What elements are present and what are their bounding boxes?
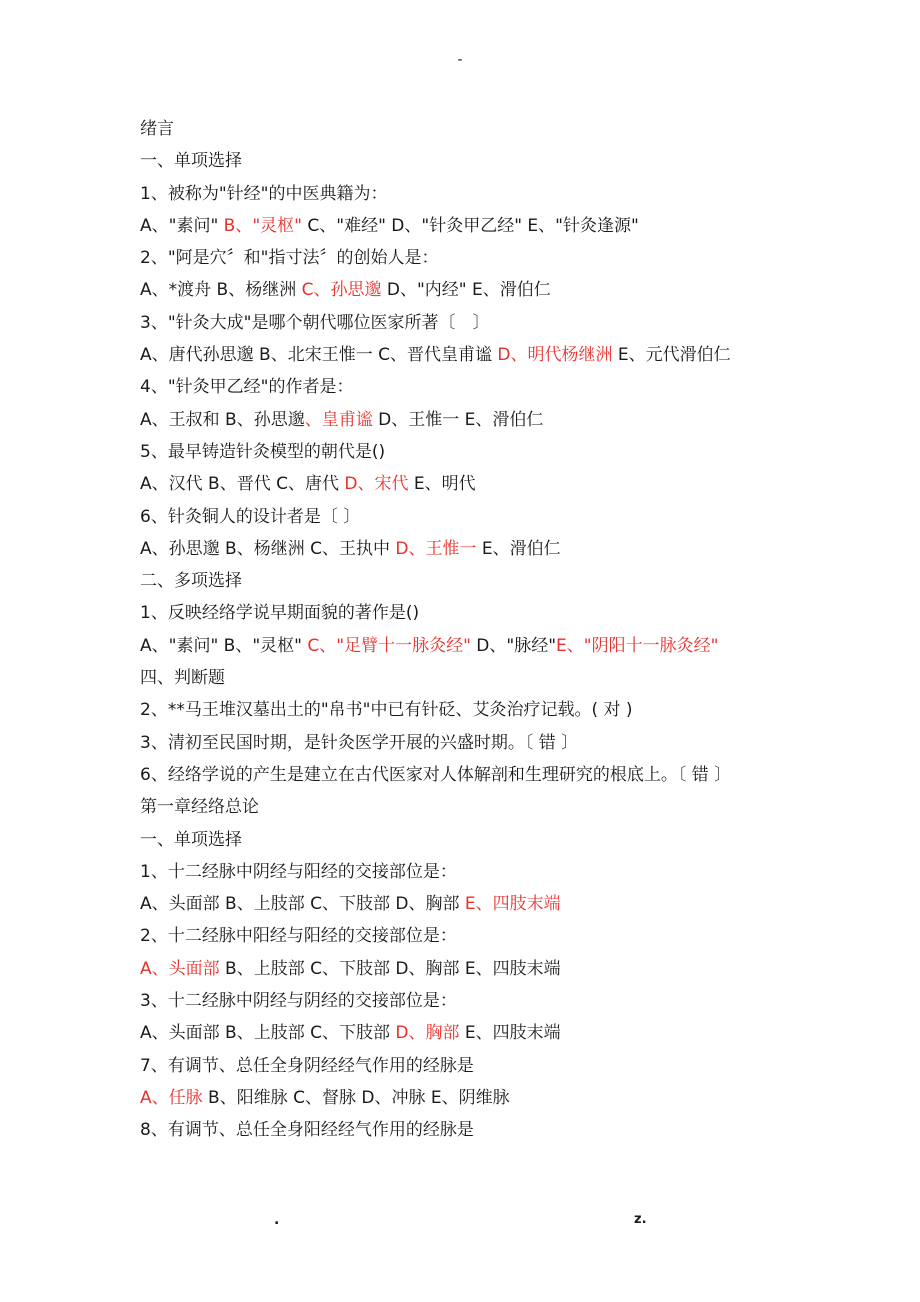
text-segment: 一、单项选择 xyxy=(140,151,242,172)
text-segment: A、王叔和 B、孙思邈 xyxy=(140,409,305,430)
answer-highlight: E、四肢末端 xyxy=(464,894,561,915)
text-line xyxy=(140,533,790,565)
text-line xyxy=(140,501,790,533)
text-segment: 3、十二经脉中阴经与阴经的交接部位是： xyxy=(140,991,457,1012)
text-segment: A、头面部 B、上肢部 C、下肢部 xyxy=(140,1023,396,1044)
text-line xyxy=(140,953,790,985)
text-line xyxy=(140,1114,790,1146)
text-segment: 一、单项选择 xyxy=(140,829,242,850)
text-segment: 绪言 xyxy=(140,119,174,139)
text-segment: 2、"阿是穴〞和"指寸法〞的创始人是： xyxy=(140,248,439,269)
text-segment: A、汉代 B、晋代 C、唐代 xyxy=(140,474,345,495)
answer-highlight: B、"灵枢" xyxy=(223,215,302,236)
text-line xyxy=(140,1050,790,1082)
text-segment: 1、十二经脉中阴经与阳经的交接部位是： xyxy=(140,861,457,882)
text-segment: 6、针灸铜人的设计者是〔 〕 xyxy=(140,506,361,527)
text-line xyxy=(140,597,790,629)
text-line xyxy=(140,307,790,339)
text-segment: E、明代 xyxy=(408,474,476,495)
text-segment: D、王惟一 E、滑伯仁 xyxy=(372,409,544,430)
text-segment: 1、反映经络学说早期面貌的著作是() xyxy=(140,603,420,624)
text-segment: E、四肢末端 xyxy=(459,1023,561,1044)
answer-highlight: D、宋代 xyxy=(344,474,409,495)
text-line xyxy=(140,630,790,662)
answer-highlight: C、"足臂十一脉灸经" xyxy=(307,635,471,656)
text-line xyxy=(140,1017,790,1049)
text-line xyxy=(140,985,790,1017)
text-segment: D、"脉经" xyxy=(470,635,557,656)
text-segment: 4、"针灸甲乙经"的作者是： xyxy=(140,377,354,398)
text-line xyxy=(140,339,790,371)
text-line xyxy=(140,145,790,177)
text-line xyxy=(140,371,790,403)
text-segment: 3、清初至民国时期，是针灸医学开展的兴盛时期。〔 错 〕 xyxy=(140,732,579,753)
footer-left: . xyxy=(274,1212,280,1228)
text-line xyxy=(140,1082,790,1114)
text-line xyxy=(140,210,790,242)
text-line xyxy=(140,178,790,210)
text-segment: 7、有调节、总任全身阴经经气作用的经脉是 xyxy=(140,1055,474,1076)
text-segment: C、"难经" D、"针灸甲乙经" E、"针灸逢源" xyxy=(301,215,639,236)
answer-highlight: A、任脉 xyxy=(140,1087,203,1108)
text-segment: E、滑伯仁 xyxy=(476,538,561,559)
text-segment: 二、多项选择 xyxy=(140,571,242,592)
text-segment: A、"素问" B、"灵枢" xyxy=(140,635,308,656)
page-header: - xyxy=(457,52,463,68)
text-segment: 1、被称为"针经"的中医典籍为： xyxy=(140,183,388,204)
answer-highlight: C、孙思邈 xyxy=(301,280,382,301)
text-segment: A、孙思邈 B、杨继洲 C、王执中 xyxy=(140,538,396,559)
text-line xyxy=(140,727,790,759)
text-segment: 6、经络学说的产生是建立在古代医家对人体解剖和生理研究的根底上。〔 错 〕 xyxy=(140,764,732,785)
text-line xyxy=(140,565,790,597)
text-segment: A、*渡舟 B、杨继洲 xyxy=(140,280,302,301)
text-line xyxy=(140,694,790,726)
text-segment: 2、十二经脉中阳经与阳经的交接部位是： xyxy=(140,926,457,947)
text-segment: 第一章经络总论 xyxy=(140,797,259,818)
text-segment: A、头面部 B、上肢部 C、下肢部 D、胸部 xyxy=(140,894,465,915)
text-segment: D、"内经" E、滑伯仁 xyxy=(381,280,551,301)
document-body xyxy=(140,113,790,1147)
text-segment: B、阳维脉 C、督脉 D、冲脉 E、阴维脉 xyxy=(202,1087,510,1108)
text-segment: 8、有调节、总任全身阳经经气作用的经脉是 xyxy=(140,1120,474,1141)
text-line xyxy=(140,404,790,436)
answer-highlight: D、胸部 xyxy=(395,1023,460,1044)
text-line xyxy=(140,468,790,500)
text-segment: A、唐代孙思邈 B、北宋王惟一 C、晋代皇甫谧 xyxy=(140,345,498,366)
text-segment: 5、最早铸造针灸模型的朝代是() xyxy=(140,441,386,462)
text-line xyxy=(140,920,790,952)
answer-highlight: D、王惟一 xyxy=(395,538,477,559)
text-line xyxy=(140,436,790,468)
text-line xyxy=(140,113,790,145)
text-segment: 四、判断题 xyxy=(140,668,225,689)
answer-highlight: E、"阴阳十一脉灸经" xyxy=(556,635,719,656)
text-line xyxy=(140,274,790,306)
text-line xyxy=(140,824,790,856)
text-segment: 3、"针灸大成"是哪个朝代哪位医家所著〔 〕 xyxy=(140,312,490,333)
text-segment: E、元代滑伯仁 xyxy=(612,345,731,366)
text-segment: 2、**马王堆汉墓出土的"帛书"中已有针砭、艾灸治疗记载。( 对 ) xyxy=(140,700,633,721)
text-segment: B、上肢部 C、下肢部 D、胸部 E、四肢末端 xyxy=(219,958,561,979)
text-line xyxy=(140,662,790,694)
text-line xyxy=(140,888,790,920)
answer-highlight: D、明代杨继洲 xyxy=(497,345,613,366)
text-line xyxy=(140,242,790,274)
text-line xyxy=(140,856,790,888)
answer-highlight: 、皇甫谧 xyxy=(304,409,373,430)
text-line xyxy=(140,791,790,823)
answer-highlight: A、头面部 xyxy=(140,958,220,979)
text-line xyxy=(140,759,790,791)
text-segment: A、"素问" xyxy=(140,215,224,236)
footer-right: z. xyxy=(634,1212,647,1227)
